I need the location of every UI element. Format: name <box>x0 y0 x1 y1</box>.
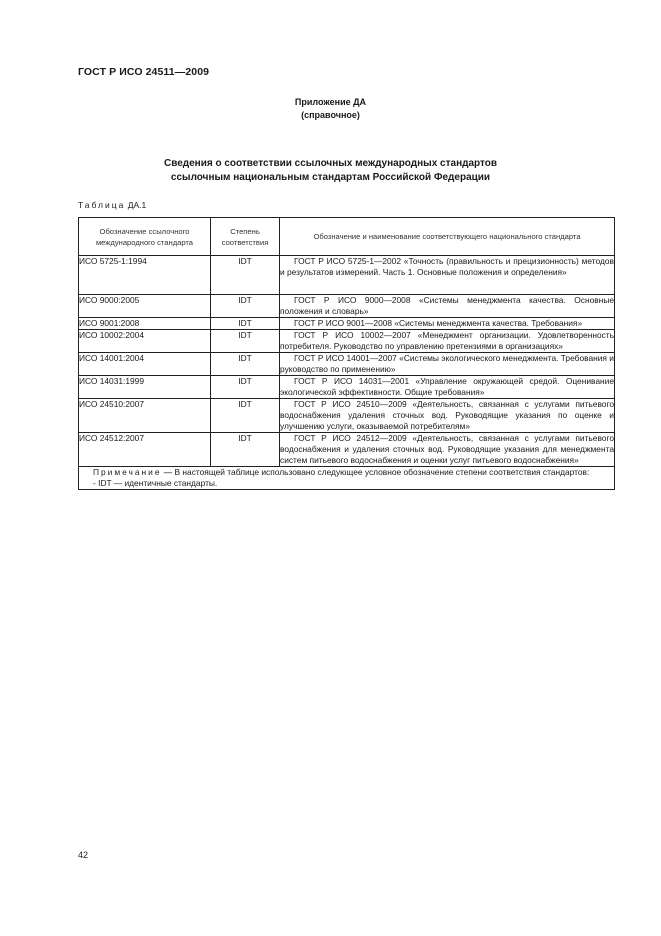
section-title <box>0 157 661 185</box>
national-standard-cell <box>280 295 615 318</box>
national-standard-text: ГОСТ Р ИСО 9001—2008 «Системы менеджмента качества. Требования» <box>294 318 583 328</box>
degree-cell: IDT <box>211 256 280 295</box>
national-standard-text: ГОСТ Р ИСО 24510—2009 «Деятельность, связанная с услугами питьевого водоснабжения удаления сточных вод. Руководящие указания по оценке и улучшению услуги, оказываемой потребителям» <box>280 399 614 431</box>
national-standard-cell <box>280 353 615 376</box>
table-row <box>79 399 615 433</box>
correspondence-table <box>78 217 615 490</box>
intl-standard-cell: ИСО 9001:2008 <box>79 318 211 330</box>
table-row <box>79 256 615 295</box>
degree-cell: IDT <box>211 295 280 318</box>
table-row <box>79 376 615 399</box>
header-national-standard: Обозначение и наименование соответствующего национального стандарта <box>280 218 615 256</box>
table-label-number: ДА.1 <box>127 200 147 210</box>
table-row <box>79 353 615 376</box>
degree-cell: IDT <box>211 376 280 399</box>
degree-cell: IDT <box>211 353 280 376</box>
intl-standard-cell: ИСО 14001:2004 <box>79 353 211 376</box>
degree-cell: IDT <box>211 399 280 433</box>
section-title-line1: Сведения о соответствии ссылочных международных стандартов <box>163 158 498 169</box>
appendix-subtitle: (справочное) <box>301 110 360 120</box>
national-standard-cell <box>280 330 615 353</box>
appendix-heading <box>0 96 661 122</box>
note-text: В настоящей таблице использовано следующее условное обозначение степени соответствия стандартов: <box>174 467 590 477</box>
national-standard-text: ГОСТ Р ИСО 10002—2007 «Менеджмент организации. Удовлетворенность потребителя. Руководство по управлению претензиями в организациях» <box>280 330 614 351</box>
table-row <box>79 295 615 318</box>
note-dash: — <box>161 467 175 477</box>
intl-standard-cell: ИСО 9000:2005 <box>79 295 211 318</box>
degree-cell: IDT <box>211 433 280 467</box>
header-intl-standard: Обозначение ссылочного международного стандарта <box>79 218 211 256</box>
intl-standard-cell: ИСО 5725-1:1994 <box>79 256 211 295</box>
header-degree: Степень соответствия <box>211 218 280 256</box>
page-number: 42 <box>78 850 89 860</box>
intl-standard-cell: ИСО 14031:1999 <box>79 376 211 399</box>
degree-cell: IDT <box>211 318 280 330</box>
note-label: Примечание <box>93 467 162 477</box>
table-note-row <box>79 467 615 490</box>
document-header: ГОСТ Р ИСО 24511—2009 <box>78 66 210 78</box>
table-label-word: Таблица <box>78 200 126 210</box>
intl-standard-cell: ИСО 10002:2004 <box>79 330 211 353</box>
note-item: - IDT — идентичные стандарты. <box>93 478 218 488</box>
national-standard-text: ГОСТ Р ИСО 5725-1—2002 «Точность (правильность и прецизионность) методов и результатов измерений. Часть 1. Основные положения и определения» <box>280 256 614 277</box>
intl-standard-cell: ИСО 24512:2007 <box>79 433 211 467</box>
national-standard-text: ГОСТ Р ИСО 14001—2007 «Системы экологического менеджмента. Требования и руководство по применению» <box>280 353 614 374</box>
table-note <box>79 467 615 490</box>
appendix-title: Приложение ДА <box>294 97 367 107</box>
table-label <box>78 200 146 210</box>
national-standard-cell <box>280 318 615 330</box>
national-standard-cell <box>280 433 615 467</box>
table-header-row <box>79 218 615 256</box>
table-row <box>79 318 615 330</box>
national-standard-cell <box>280 256 615 295</box>
table-row <box>79 330 615 353</box>
degree-cell: IDT <box>211 330 280 353</box>
national-standard-cell <box>280 376 615 399</box>
intl-standard-cell: ИСО 24510:2007 <box>79 399 211 433</box>
national-standard-text: ГОСТ Р ИСО 24512—2009 «Деятельность, связанная с услугами питьевого водоснабжения и удаления сточных вод. Руководящие указания для менеджмента систем питьевого водоснабжения и оценки услуг питьевого водоснабжения» <box>280 433 614 465</box>
national-standard-cell <box>280 399 615 433</box>
national-standard-text: ГОСТ Р ИСО 9000—2008 «Системы менеджмента качества. Основные положения и словарь» <box>280 295 614 316</box>
national-standard-text: ГОСТ Р ИСО 14031—2001 «Управление окружающей средой. Оценивание экологической эффективности. Общие требования» <box>280 376 614 397</box>
table-row <box>79 433 615 467</box>
section-title-line2: ссылочным национальным стандартам Российской Федерации <box>170 172 491 183</box>
